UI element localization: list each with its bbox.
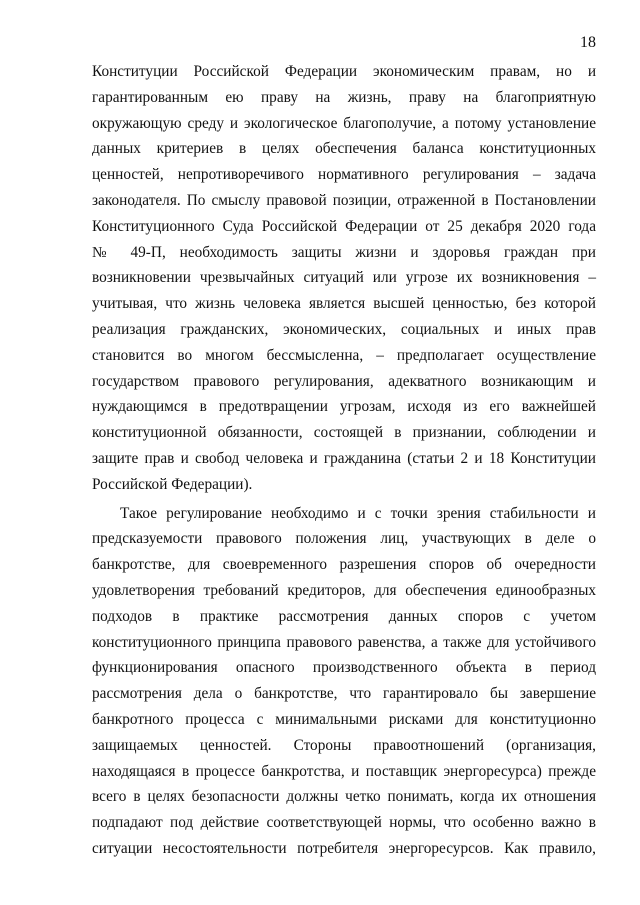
text-line: всего в целях безопасности должны четко понимать, когда их отношения (92, 788, 596, 806)
text-line: реализация гражданских, экономических, социальных и иных прав (92, 320, 596, 338)
page-number: 18 (580, 34, 596, 51)
text-line: ценностей, непротиворечивого нормативного регулирования – задача (92, 166, 596, 184)
text-line: учитывая, что жизнь человека является высшей ценностью, без которой (92, 295, 596, 313)
text-line: банкротстве, для своевременного разрешения споров об очередности (92, 556, 596, 574)
text-line: конституционного принципа правового равенства, а также для устойчивого (92, 633, 596, 651)
text-line: данных критериев в целях обеспечения баланса конституционных (92, 140, 596, 158)
paragraph-2 (92, 501, 596, 862)
text-line: банкротного процесса с минимальными рисками для конституционно (92, 710, 596, 728)
text-line: гарантированным ею праву на жизнь, праву на благоприятную (92, 88, 596, 106)
text-line: защищаемых ценностей. Стороны правоотношений (организация, (92, 736, 596, 754)
text-line: Конституции Российской Федерации экономическим правам, но и (92, 63, 596, 80)
text-line: предсказуемости правового положения лиц, участвующих в деле о (92, 530, 596, 548)
text-line: подпадают под действие соответствующей нормы, что особенно важно в (92, 814, 596, 832)
text-line: ситуации несостоятельности потребителя энергоресурсов. Как правило, (92, 839, 596, 857)
text-line: нуждающимся в предотвращении угрозам, исходя из его важнейшей (92, 398, 596, 416)
text-line: конституционной обязанности, состоящей в признании, соблюдении и (92, 424, 596, 442)
text-line: Российской Федерации). (92, 475, 253, 493)
text-line: функционирования опасного производственного объекта в период (92, 659, 596, 677)
text-line: окружающую среду и экологическое благополучие, а потому установление (92, 114, 596, 132)
text-line: удовлетворения требований кредиторов, для обеспечения единообразных (92, 581, 596, 599)
text-line: подходов в практике рассмотрения данных споров с учетом (92, 607, 596, 625)
text-line: Конституционного Суда Российской Федерации от 25 декабря 2020 года (92, 217, 596, 235)
paragraph-1 (92, 59, 596, 498)
text-line: государством правового регулирования, адекватного возникающим и (92, 372, 596, 390)
text-line: возникновении чрезвычайных ситуаций или угрозе их возникновения – (92, 269, 596, 287)
text-line: защите прав и свобод человека и гражданина (статьи 2 и 18 Конституции (92, 449, 596, 467)
text-line: находящаяся в процессе банкротства, и поставщик энергоресурса) прежде (92, 762, 596, 780)
text-line: законодателя. По смыслу правовой позиции, отраженной в Постановлении (92, 191, 596, 209)
text-line: Такое регулирование необходимо и с точки зрения стабильности и (120, 504, 596, 522)
text-line: становится во многом бессмысленна, – предполагает осуществление (92, 346, 596, 364)
text-line: № 49-П, необходимость защиты жизни и здоровья граждан при (92, 243, 596, 261)
text-line: рассмотрения дела о банкротстве, что гарантировало бы завершение (92, 685, 596, 703)
document-body (92, 59, 596, 862)
